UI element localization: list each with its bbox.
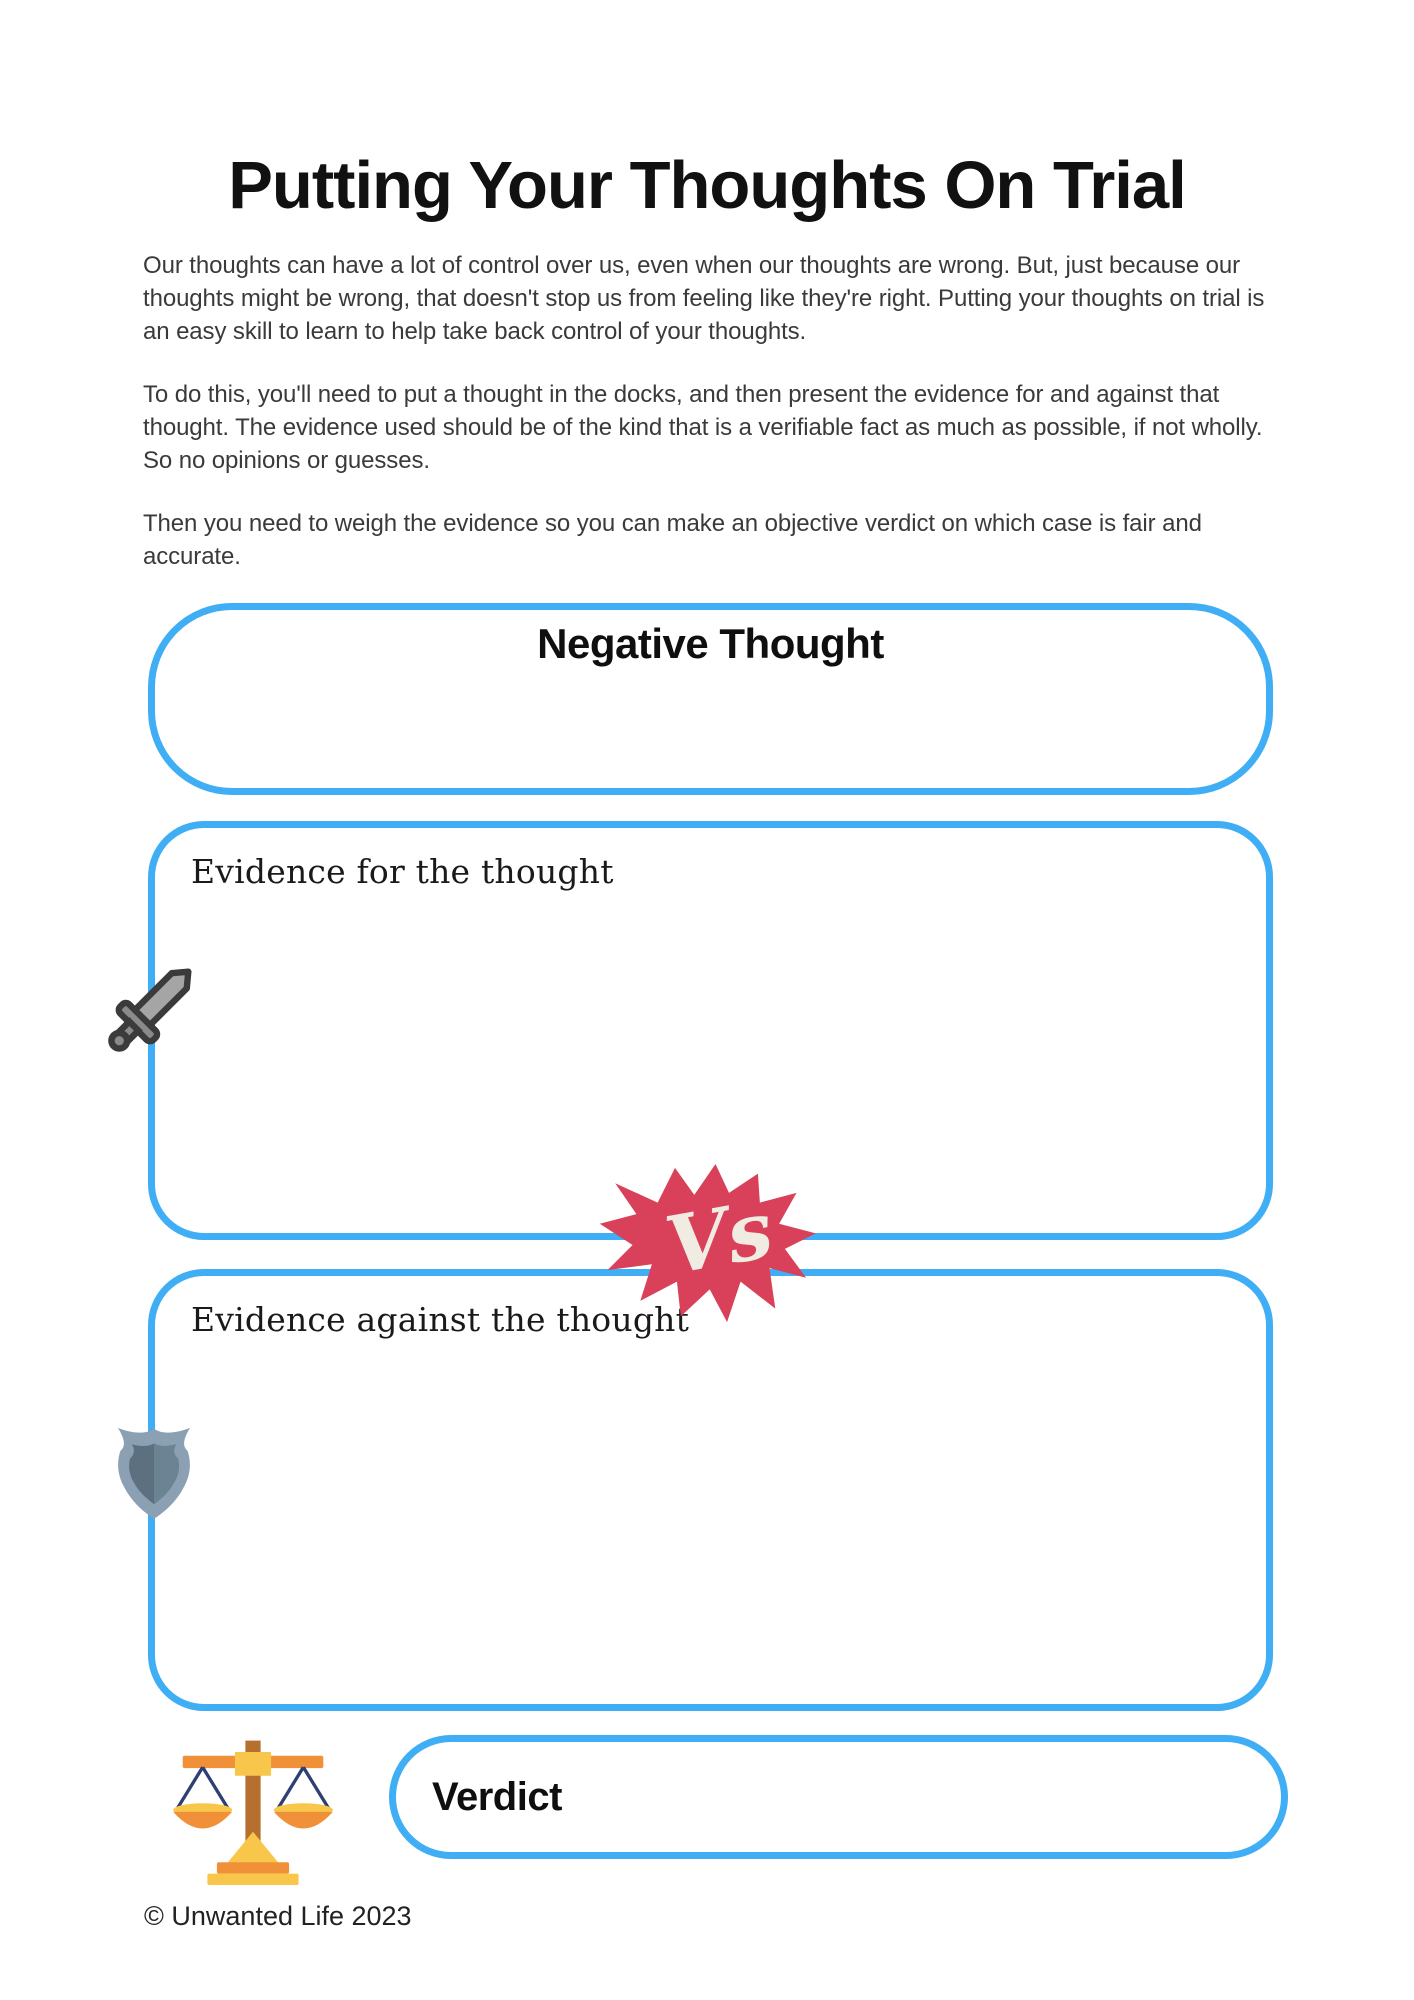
verdict-box[interactable] (389, 1735, 1288, 1859)
page-title: Putting Your Thoughts On Trial (228, 148, 1186, 223)
verdict-label: Verdict (432, 1774, 562, 1819)
sword-icon (93, 953, 207, 1067)
negative-thought-label: Negative Thought (537, 620, 884, 667)
intro-paragraph: To do this, you'll need to put a thought in the docks, and then present the evidence for and against that thought. The evidence used should be of the kind that is a verifiable fact as much as possible, if not wholly. So no opinions or guesses. (143, 381, 1263, 474)
shield-icon (113, 1420, 195, 1526)
negative-thought-box[interactable] (148, 603, 1273, 795)
evidence-against-box[interactable] (148, 1269, 1273, 1711)
verdict-row (0, 1733, 1414, 1885)
copyright-text: © Unwanted Life 2023 (144, 1901, 412, 1931)
scales-of-justice-icon (155, 1733, 351, 1885)
vs-label: Vs (658, 1182, 780, 1293)
intro-paragraph: Then you need to weigh the evidence so you can make an objective verdict on which case is fair and accurate. (143, 510, 1202, 570)
evidence-for-label: Evidence for the thought (191, 852, 614, 891)
vs-burst-badge (586, 1164, 818, 1326)
intro-paragraph: Our thoughts can have a lot of control over us, even when our thoughts are wrong. But, just because our thoughts might be wrong, that doesn't stop us from feeling like they're right. Putting your thoughts on trial is an easy skill to learn to help take back control of your thoughts. (143, 252, 1265, 345)
intro-text (143, 249, 1272, 573)
evidence-against-label: Evidence against the thought (191, 1300, 690, 1339)
